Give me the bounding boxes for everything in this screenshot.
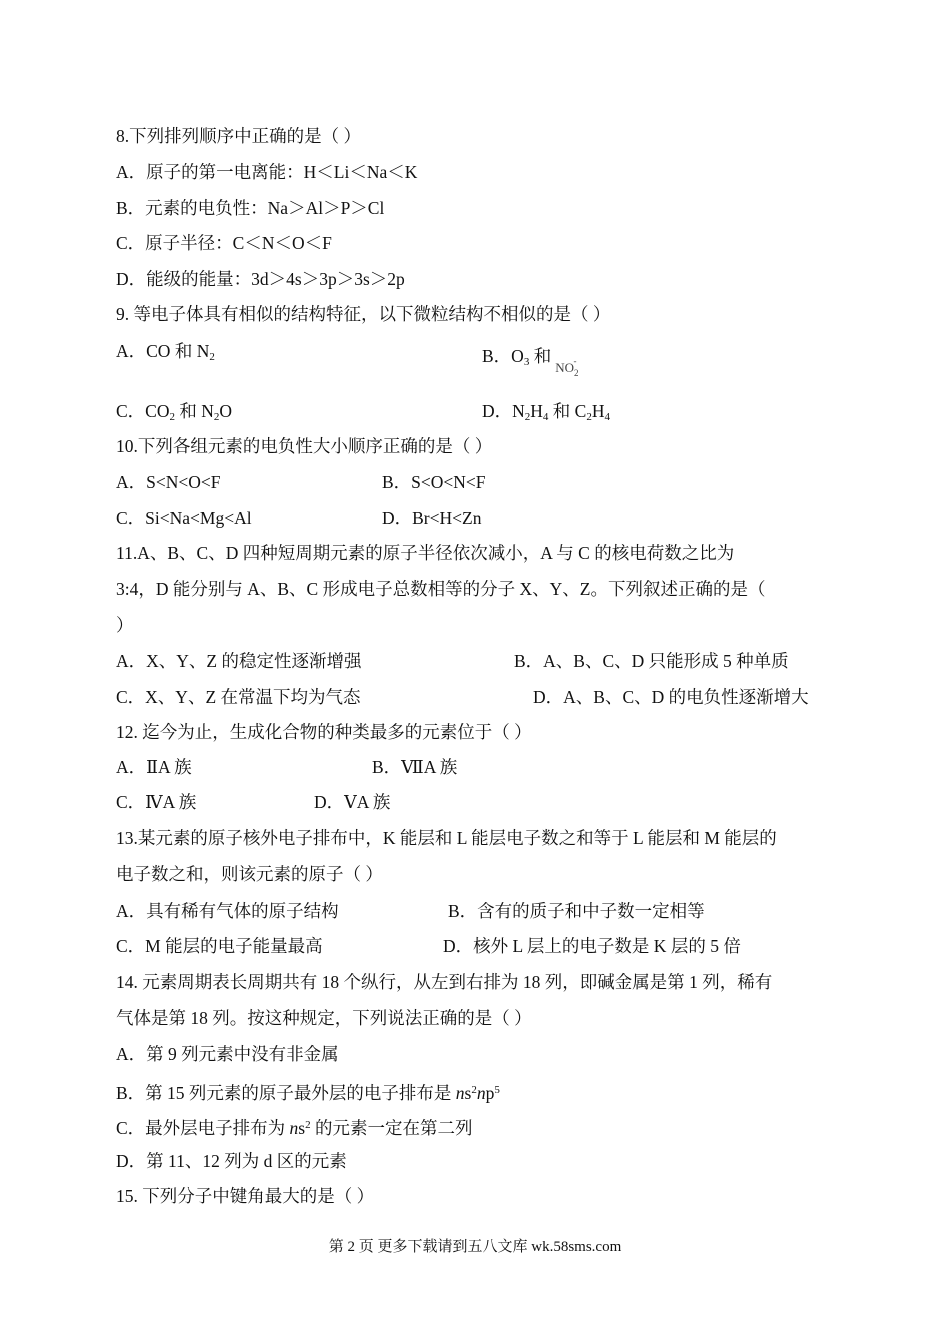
q13-stem-line1: 13.某元素的原子核外电子排布中，K 能层和 L 能层电子数之和等于 L 能层和 M 能层的 [116, 828, 777, 848]
q11-option-c: C．X、Y、Z 在常温下均为气态 [116, 687, 361, 707]
q9-option-c: C．$CO_2$ 和 $N_2O$ [116, 401, 233, 423]
q12-stem: 12. 迄今为止，生成化合物的种类最多的元素位于（ ） [116, 722, 532, 742]
q9-option-b: B．$O_3$ 和$_{NO_2^-}$ [482, 346, 579, 378]
q8-stem: 8.下列排列顺序中正确的是（ ） [116, 126, 361, 146]
q15-stem: 15. 下列分子中键角最大的是（ ） [116, 1186, 375, 1206]
q14-option-a: A．第 9 列元素中没有非金属 [116, 1044, 339, 1064]
q11-stem-line2: 3:4，D 能分别与 A、B、C 形成电子总数相等的分子 X、Y、Z。下列叙述正确的是（ [116, 579, 766, 599]
q10-option-c: C．Si<Na<Mg<Al [116, 508, 252, 528]
q12-option-c: C．ⅣA 族 [116, 792, 197, 812]
q9-option-a: A．CO 和 $N_2$ [116, 341, 215, 363]
page-footer: 第 2 页 更多下载请到五八文库 wk.58sms.com [328, 1239, 622, 1255]
q9-stem: 9. 等电子体具有相似的结构特征，以下微粒结构不相似的是（ ） [116, 304, 611, 324]
q11-stem-line1: 11.A、B、C、D 四种短周期元素的原子半径依次减小，A 与 C 的核电荷数之比为 [116, 543, 735, 563]
q8-option-d: D．能级的能量：3d＞4s＞3p＞3s＞2p [116, 269, 405, 289]
q13-option-c: C．M 能层的电子能量最高 [116, 936, 323, 956]
q14-stem-line1: 14. 元素周期表长周期共有 18 个纵行，从左到右排为 18 列，即碱金属是第 1 列，稀有 [116, 972, 773, 992]
q12-option-a: A．ⅡA 族 [116, 757, 192, 777]
q12-option-d: D．ⅤA 族 [314, 792, 391, 812]
q10-option-a: A．S<N<O<F [116, 472, 221, 492]
q11-option-a: A．X、Y、Z 的稳定性逐渐增强 [116, 651, 362, 671]
q13-option-a: A．具有稀有气体的原子结构 [116, 901, 339, 921]
q13-stem-line2: 电子数之和，则该元素的原子（ ） [116, 864, 383, 884]
q9-option-d: D．$N_2H_4$ 和 $C_2H_4$ [482, 401, 610, 423]
q12-option-b: B．ⅦA 族 [372, 757, 458, 777]
q8-option-a: A．原子的第一电离能：H＜Li＜Na＜K [116, 162, 418, 182]
q13-option-d: D．核外 L 层上的电子数是 K 层的 5 倍 [443, 936, 741, 956]
q13-option-b: B．含有的质子和中子数一定相等 [448, 901, 705, 921]
q14-option-b: B．第 15 列元素的原子最外层的电子排布是 $ns^2np^5$ [116, 1083, 500, 1103]
q11-option-b: B．A、B、C、D 只能形成 5 种单质 [514, 651, 789, 671]
nitrite-formula: NO2- [555, 356, 579, 378]
q8-option-c: C．原子半径：C＜N＜O＜F [116, 233, 332, 253]
q14-option-d: D．第 11、12 列为 d 区的元素 [116, 1151, 347, 1171]
q10-stem: 10.下列各组元素的电负性大小顺序正确的是（ ） [116, 436, 493, 456]
q10-option-d: D．Br<H<Zn [382, 508, 482, 528]
q10-option-b: B．S<O<N<F [382, 472, 486, 492]
q11-stem-line3: ） [116, 615, 134, 635]
q14-option-c: C．最外层电子排布为 $ns^2$ 的元素一定在第二列 [116, 1118, 473, 1138]
q11-option-d: D．A、B、C、D 的电负性逐渐增大 [533, 687, 809, 707]
q8-option-b: B．元素的电负性：Na＞Al＞P＞Cl [116, 198, 385, 218]
q14-stem-line2: 气体是第 18 列。按这种规定，下列说法正确的是（ ） [116, 1008, 532, 1028]
